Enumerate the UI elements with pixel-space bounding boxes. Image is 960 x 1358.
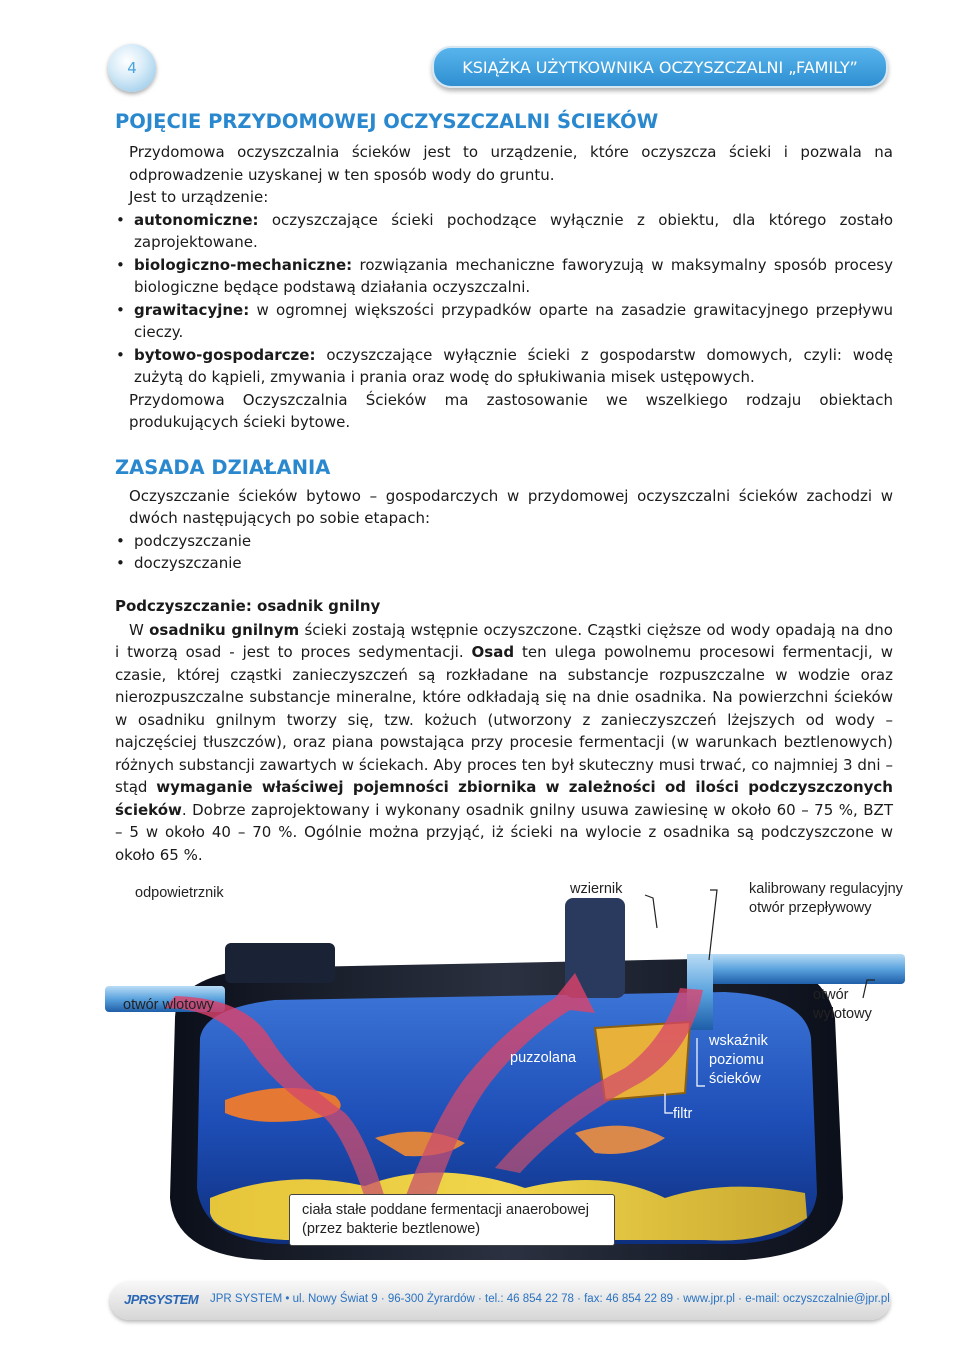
label-pozzolana: puzzolana	[510, 1050, 577, 1066]
list-item	[115, 209, 893, 254]
label-filter: filtr	[673, 1106, 693, 1122]
label-inspection: wziernik	[570, 881, 623, 897]
list-item: • doczyszczanie	[115, 552, 893, 575]
vent-housing	[225, 943, 335, 983]
section-heading-principle: ZASADA DZIAŁANIA	[115, 455, 331, 479]
concept-closing: Przydomowa Oczyszczalnia Ścieków ma zastosowanie we wszelkiego rodzaju obiektach produkujących ścieki bytowe.	[129, 390, 893, 431]
item-term: autonomiczne:	[134, 210, 259, 229]
list-item	[115, 344, 893, 389]
concept-intro: Przydomowa oczyszczalnia ścieków jest to urządzenie, które oczyszcza ścieki i pozwala na odprowadzenie uzyskanej w ten sposób wody do gruntu.	[129, 143, 893, 184]
bold-run: wymaganie właściwej pojemności zbiornika w zależności od ilości podczyszczonych ścieków	[115, 778, 893, 819]
concept-list	[115, 209, 893, 389]
concept-lead: Jest to urządzenie:	[129, 188, 269, 206]
list-item	[115, 254, 893, 299]
text-run: ten ulega powolnemu procesowi fermentacji, w czasie, której cząstki zanieczyszczeń są rozkładane na substancje rozpuszczalne w wodzie oraz nierozpuszczalne substancje mineralne, które odkładają się na dnie osadnika. Na powierzchni ścieków w osadniku gnilnym tworzy się, tzw. kożuch (utworzony z zanieczyszczeń lżejszych od wody – najczęściej tłuszczów), oraz piana powstająca przy procesie fermentacji (w warunkach beztlenowych) różnych substancji zawartych w ściekach. Aby proces ten był skuteczny musi trwać, co najmniej 3 dni – stąd	[115, 643, 893, 796]
main-content	[115, 110, 893, 866]
item-term: grawitacyjne:	[134, 300, 250, 319]
page-number: 4	[127, 59, 137, 77]
leader-line	[645, 895, 657, 928]
header-title: KSIĄŻKA UŻYTKOWNIKA OCZYSZCZALNI „FAMILY”	[462, 57, 858, 77]
footer-bar	[110, 1282, 890, 1320]
septic-tank-diagram	[105, 868, 905, 1268]
item-text: oczyszczające wyłącznie ścieki z gospodarstw domowych, czyli: wodę zużytą do kąpieli, zmywania i prania oraz wodę do spłukiwania misek ustępowych.	[134, 345, 893, 386]
stages-list	[115, 530, 893, 575]
company-logo: JPRSYSTEM	[124, 1292, 199, 1307]
label-vent: odpowietrznik	[135, 885, 224, 901]
list-item: • podczyszczanie	[115, 530, 893, 553]
company-address: • ul. Nowy Świat 9 · 96-300 Żyrardów · tel.: 46 854 22 78 · fax: 46 854 22 89 · www.jpr.pl · e-mail: oczyszczalnie@jpr.pl	[282, 1293, 890, 1305]
text-run: W	[129, 620, 150, 639]
septic-paragraph	[115, 619, 893, 867]
principle-intro: Oczyszczanie ścieków bytowo – gospodarczych w przydomowej oczyszczalni ścieków zachodzi w dwóch następujących po sobie etapach:	[129, 486, 893, 527]
text-run: ścieki zostają wstępnie oczyszczone. Cząstki cięższe od wody opadają na dno i tworzą osad - jest to proces sedymentacji.	[115, 620, 893, 661]
section-heading-concept: POJĘCIE PRZYDOMOWEJ OCZYSZCZALNI ŚCIEKÓW	[115, 110, 659, 133]
label-sludge: ciała stałe poddane fermentacji anaerobowej (przez bakterie beztlenowe)	[289, 1194, 615, 1246]
label-outlet: otwór wylotowy	[813, 987, 872, 1022]
list-item	[115, 299, 893, 344]
company-name: JPR SYSTEM	[210, 1293, 283, 1305]
item-text: oczyszczające ścieki pochodzące wyłącznie z obiektu, dla którego zostało zaprojektowane.	[134, 210, 893, 251]
item-text: rozwiązania mechaniczne faworyzują w maksymalny sposób procesy biologiczne będące podstawą działania oczyszczalni.	[134, 255, 893, 296]
bold-run: osadniku gnilnym	[149, 620, 300, 639]
header-title-bar	[432, 46, 888, 88]
label-orifice: kalibrowany regulacyjny otwór przepływowy	[749, 881, 903, 916]
label-inlet: otwór wlotowy	[123, 997, 215, 1013]
text-run: . Dobrze zaprojektowany i wykonany osadnik gnilny usuwa zawiesinę w około 60 – 75 %, BZT – 5 w około 40 – 70 %. Ogólnie można przyjąć, iż ścieki na wylocie z osadnika są podczyszczone w około 65 %.	[115, 800, 893, 864]
item-text: w ogromnej większości przypadków oparte na zasadzie grawitacyjnego przepływu cieczy.	[134, 300, 893, 341]
page-number-badge	[108, 44, 156, 92]
bold-run: Osad	[471, 643, 515, 661]
footer-contact	[210, 1293, 890, 1305]
item-term: bytowo-gospodarcze:	[134, 345, 316, 364]
subsection-heading-septic: Podczyszczanie: osadnik gnilny	[115, 596, 381, 615]
leader-line	[709, 890, 717, 960]
item-term: biologiczno-mechaniczne:	[134, 255, 353, 274]
label-level-indicator: wskaźnik poziomu ścieków	[709, 1033, 768, 1087]
